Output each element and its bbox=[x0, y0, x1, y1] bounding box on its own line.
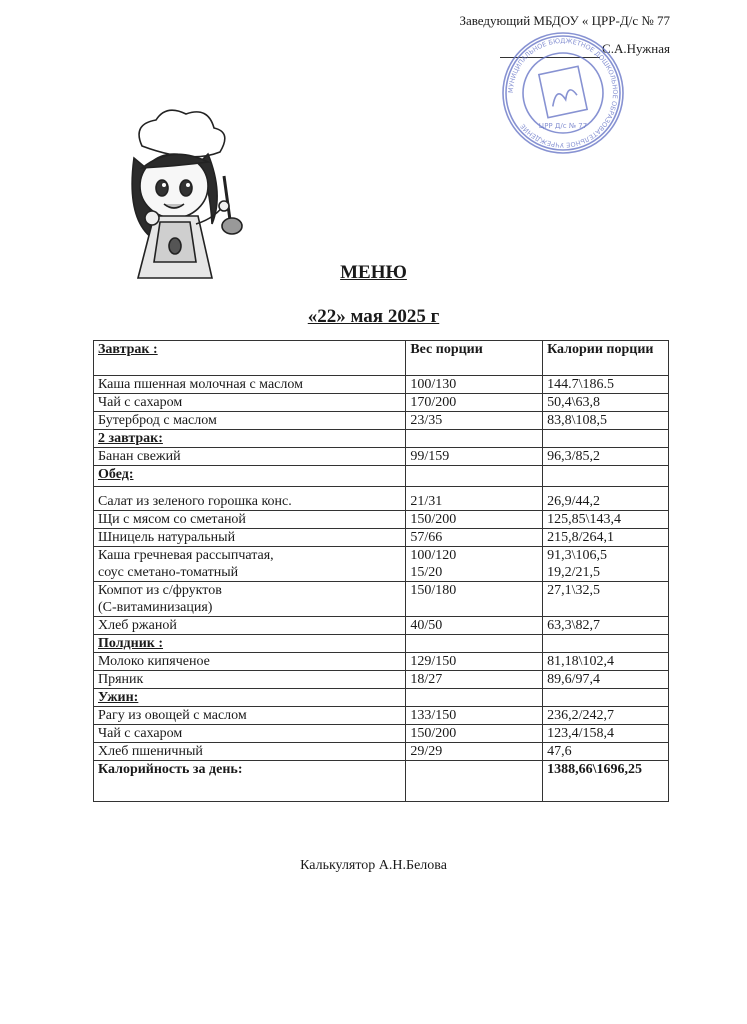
dish-calories: 125,85\143,4 bbox=[543, 511, 669, 529]
dish-calories: 81,18\102,4 bbox=[543, 653, 669, 671]
dish-weight bbox=[406, 466, 543, 487]
chef-girl-illustration bbox=[112, 106, 252, 286]
dish-calories: 89,6/97,4 bbox=[543, 671, 669, 689]
section-label: 2 завтрак: bbox=[94, 430, 406, 448]
official-stamp bbox=[498, 28, 628, 158]
dish-weight: 100/130 bbox=[406, 376, 543, 394]
header-calories: Калории порции bbox=[543, 341, 669, 376]
menu-date: «22» мая 2025 г bbox=[307, 306, 440, 327]
table-row bbox=[94, 671, 669, 689]
dish-calories: 123,4/158,4 bbox=[543, 725, 669, 743]
dish-calories: 26,9/44,2 bbox=[543, 487, 669, 511]
total-weight bbox=[406, 761, 543, 802]
page-title: МЕНЮ bbox=[340, 262, 407, 283]
table-row bbox=[94, 547, 669, 582]
dish-name: Хлеб пшеничный bbox=[94, 743, 406, 761]
table-row bbox=[94, 582, 669, 617]
table-header-row bbox=[94, 341, 669, 376]
dish-weight: 150/200 bbox=[406, 725, 543, 743]
table-row bbox=[94, 511, 669, 529]
dish-weight: 99/159 bbox=[406, 448, 543, 466]
stamp-center-text: ЦРР Д/с № 77 bbox=[538, 122, 588, 130]
dish-calories: 50,4\63,8 bbox=[543, 394, 669, 412]
dish-weight: 129/150 bbox=[406, 653, 543, 671]
dish-calories bbox=[543, 547, 669, 582]
approval-signatory: С.А.Нужная bbox=[602, 41, 670, 56]
table-row bbox=[94, 653, 669, 671]
dish-name: Хлеб ржаной bbox=[94, 617, 406, 635]
header-meal: Завтрак : bbox=[94, 341, 406, 376]
dish-calories: 236,2/242,7 bbox=[543, 707, 669, 725]
dish-name: Пряник bbox=[94, 671, 406, 689]
table-row bbox=[94, 707, 669, 725]
table-row bbox=[94, 529, 669, 547]
dish-name-line: соус сметано-томатный bbox=[98, 565, 239, 580]
table-row bbox=[94, 487, 669, 511]
dish-name: Бутерброд с маслом bbox=[94, 412, 406, 430]
dish-weight: 40/50 bbox=[406, 617, 543, 635]
section-label: Обед: bbox=[94, 466, 406, 487]
section-row bbox=[94, 689, 669, 707]
menu-table bbox=[93, 340, 669, 802]
approval-title: Заведующий МБДОУ « ЦРР-Д/с № 77 bbox=[459, 13, 670, 28]
dish-calories: 27,1\32,5 bbox=[543, 582, 669, 617]
dish-weight: 57/66 bbox=[406, 529, 543, 547]
dish-name: Шницель натуральный bbox=[94, 529, 406, 547]
dish-weight: 18/27 bbox=[406, 671, 543, 689]
dish-weight bbox=[406, 635, 543, 653]
table-row bbox=[94, 412, 669, 430]
dish-calories-line: 19,2/21,5 bbox=[547, 565, 600, 580]
dish-calories bbox=[543, 689, 669, 707]
table-row bbox=[94, 376, 669, 394]
total-calories: 1388,66\1696,25 bbox=[543, 761, 669, 802]
header-weight: Вес порции bbox=[406, 341, 543, 376]
dish-name bbox=[94, 582, 406, 617]
dish-weight-line: 100/120 bbox=[410, 548, 457, 563]
dish-name: Щи с мясом со сметаной bbox=[94, 511, 406, 529]
section-label: Полдник : bbox=[94, 635, 406, 653]
dish-name-line: Каша гречневая рассыпчатая, bbox=[98, 548, 274, 563]
section-row bbox=[94, 635, 669, 653]
dish-calories: 215,8/264,1 bbox=[543, 529, 669, 547]
table-row bbox=[94, 743, 669, 761]
dish-name: Салат из зеленого горошка конс. bbox=[94, 487, 406, 511]
dish-calories: 96,3/85,2 bbox=[543, 448, 669, 466]
dish-weight: 29/29 bbox=[406, 743, 543, 761]
dish-calories-line: 91,3\106,5 bbox=[547, 548, 607, 563]
dish-calories: 63,3\82,7 bbox=[543, 617, 669, 635]
table-row bbox=[94, 394, 669, 412]
dish-weight: 150/200 bbox=[406, 511, 543, 529]
dish-name: Чай с сахаром bbox=[94, 725, 406, 743]
section-label: Ужин: bbox=[94, 689, 406, 707]
dish-weight bbox=[406, 547, 543, 582]
dish-calories bbox=[543, 430, 669, 448]
dish-weight: 170/200 bbox=[406, 394, 543, 412]
dish-name-line: Компот из с/фруктов bbox=[98, 583, 222, 598]
dish-name bbox=[94, 547, 406, 582]
dish-name-line: (С-витаминизация) bbox=[98, 600, 213, 615]
dish-name: Чай с сахаром bbox=[94, 394, 406, 412]
calculator-signature: Калькулятор А.Н.Белова bbox=[300, 858, 447, 873]
dish-weight: 21/31 bbox=[406, 487, 543, 511]
section-row bbox=[94, 466, 669, 487]
dish-name: Молоко кипяченое bbox=[94, 653, 406, 671]
dish-calories: 144.7\186.5 bbox=[543, 376, 669, 394]
dish-calories: 47,6 bbox=[543, 743, 669, 761]
dish-weight bbox=[406, 430, 543, 448]
dish-weight: 150/180 bbox=[406, 582, 543, 617]
dish-calories: 83,8\108,5 bbox=[543, 412, 669, 430]
dish-weight bbox=[406, 689, 543, 707]
total-label: Калорийность за день: bbox=[94, 761, 406, 802]
section-row bbox=[94, 430, 669, 448]
table-row bbox=[94, 617, 669, 635]
dish-name: Банан свежий bbox=[94, 448, 406, 466]
dish-name: Каша пшенная молочная с маслом bbox=[94, 376, 406, 394]
stamp-ring-text: МУНИЦИПАЛЬНОЕ БЮДЖЕТНОЕ ДОШКОЛЬНОЕ ОБРАЗОВАТЕЛЬНОЕ УЧРЕЖДЕНИЕ bbox=[506, 36, 620, 150]
dish-name: Рагу из овощей с маслом bbox=[94, 707, 406, 725]
dish-weight: 23/35 bbox=[406, 412, 543, 430]
dish-weight-line: 15/20 bbox=[410, 565, 443, 580]
dish-calories bbox=[543, 635, 669, 653]
dish-calories bbox=[543, 466, 669, 487]
table-row bbox=[94, 725, 669, 743]
total-row bbox=[94, 761, 669, 802]
dish-weight: 133/150 bbox=[406, 707, 543, 725]
table-row bbox=[94, 448, 669, 466]
